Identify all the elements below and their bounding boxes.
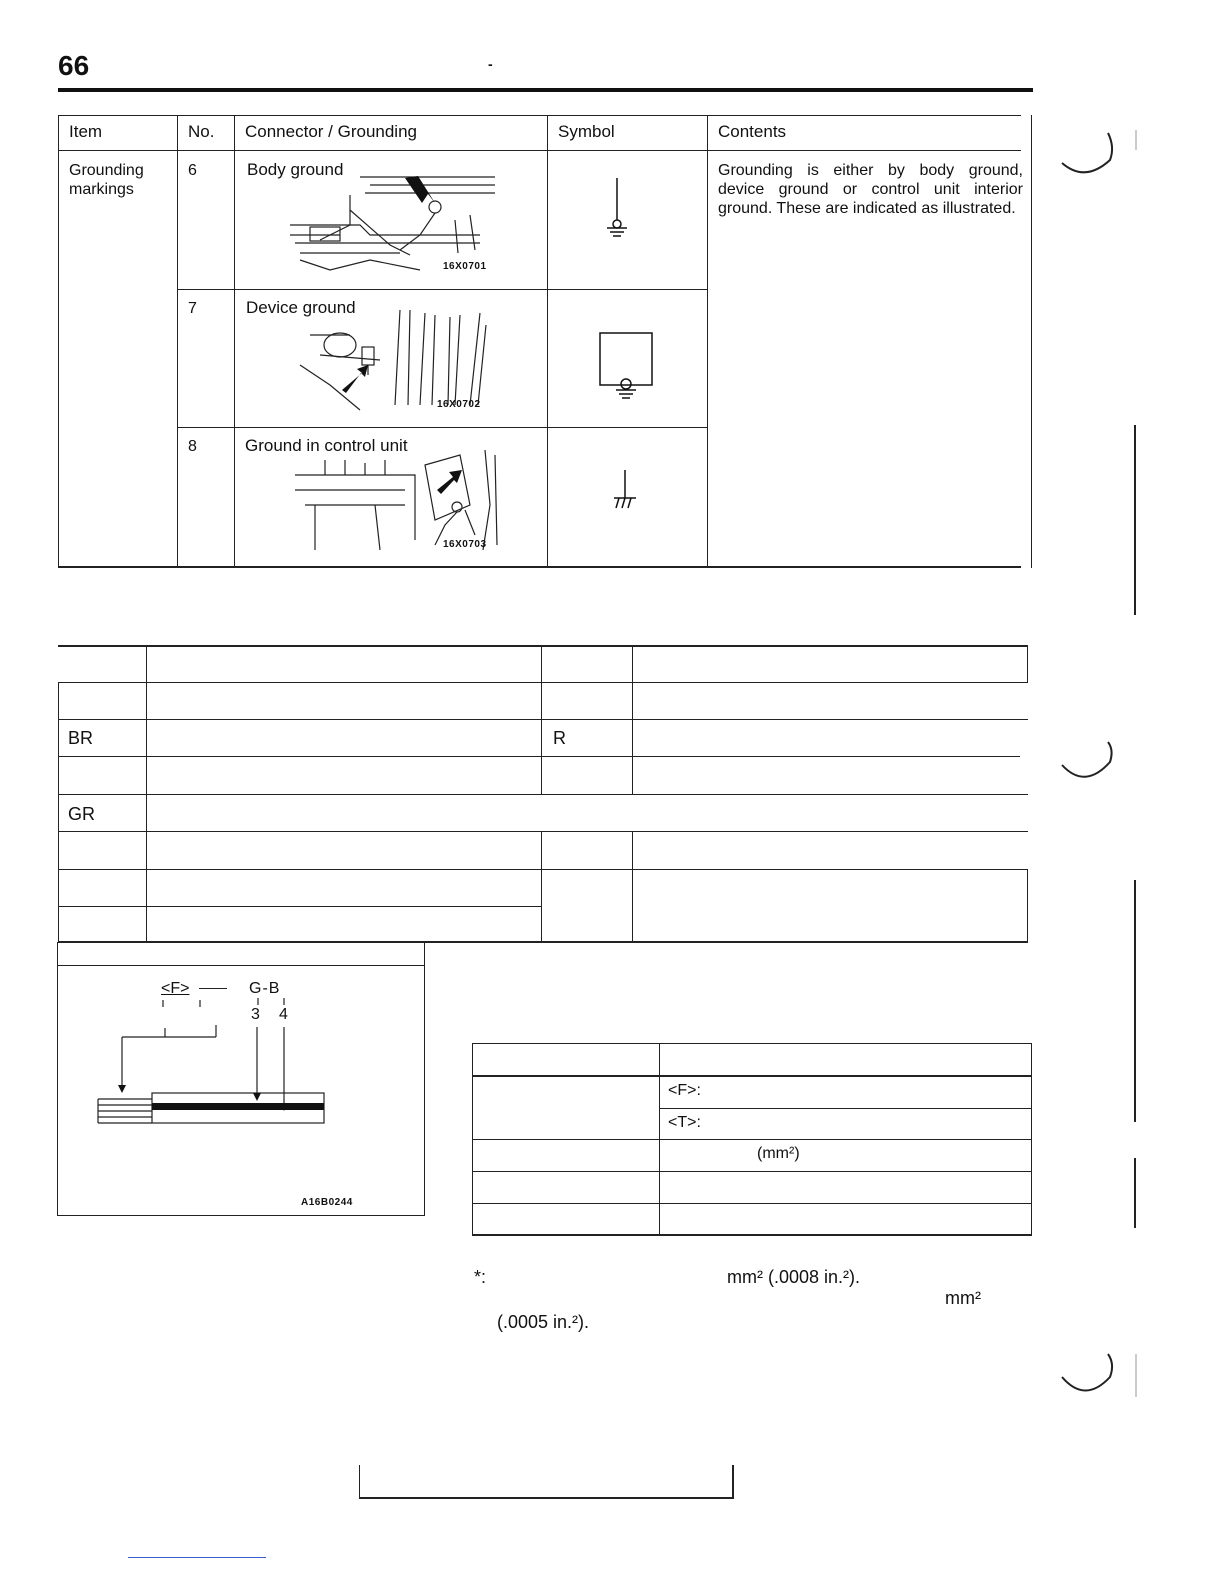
gt-header-item: Item	[69, 122, 103, 141]
ct-border	[58, 682, 1028, 683]
binder-hole-mark-icon	[1060, 740, 1140, 800]
binder-hole-mark-icon	[1060, 125, 1140, 185]
spec-vline	[659, 1043, 660, 1236]
body-ground-symbol-icon	[602, 178, 632, 238]
ct-border	[58, 645, 1028, 647]
bottom-link-underline	[128, 1557, 266, 1558]
ct-border	[58, 719, 1028, 720]
device-ground-symbol-icon	[597, 330, 657, 400]
gt-row-label: Ground in control unit	[245, 436, 408, 455]
gt-header-contents: Contents	[718, 122, 787, 141]
margin-line	[1134, 880, 1136, 1122]
gt-vline	[58, 115, 59, 568]
gt-row-no: 7	[188, 300, 197, 317]
gt-row-border	[177, 289, 707, 290]
gt-header-border	[58, 150, 1021, 151]
gt-row-no: 8	[188, 438, 197, 455]
control-unit-ground-symbol-icon	[610, 470, 640, 510]
ct-vline	[541, 645, 542, 794]
spec-border	[472, 1043, 1032, 1044]
spec-unit: (mm²)	[757, 1145, 800, 1162]
gt-row-label: Body ground	[247, 160, 344, 179]
wire-diagram	[90, 995, 350, 1135]
ct-vline	[58, 682, 59, 942]
gt-bottom-border	[58, 566, 1021, 568]
ct-vline	[1027, 645, 1028, 683]
gt-row-no: 6	[188, 162, 197, 179]
footnote-text-b: mm²	[945, 1288, 981, 1308]
color-code-br: BR	[68, 728, 94, 748]
gt-row-label: Device ground	[246, 298, 356, 317]
gt-item-label: Grounding markings	[69, 162, 144, 198]
color-code-r: R	[553, 728, 566, 748]
spec-border	[472, 1203, 1032, 1204]
color-code-gr: GR	[68, 804, 95, 824]
figure-code: 16X0703	[443, 539, 487, 550]
wire-number-3: 3	[251, 1006, 260, 1023]
gt-vline	[1031, 115, 1032, 568]
footnote-text-c: (.0005 in.²).	[497, 1312, 590, 1332]
wire-f-tag: <F>	[161, 980, 190, 997]
ct-vline	[541, 831, 542, 942]
figure-code: 16X0702	[437, 399, 481, 410]
ct-border	[58, 869, 1028, 870]
gt-contents-text: Grounding is either by body ground, device ground or control unit interior ground. These are indicated as illustrated.	[718, 162, 1023, 217]
body-ground-illustration	[280, 165, 500, 275]
wire-size-blank	[199, 988, 227, 989]
margin-line	[1134, 425, 1136, 615]
bottom-box	[359, 1465, 734, 1499]
gt-header-symbol: Symbol	[558, 122, 615, 141]
ct-vline	[146, 645, 147, 942]
header-dash: -	[488, 56, 493, 72]
spec-vline	[1031, 1043, 1032, 1236]
ct-border	[58, 756, 1020, 757]
gt-vline	[177, 115, 178, 568]
gt-header-no: No.	[188, 122, 215, 141]
footnote-star: *:	[474, 1267, 487, 1287]
spec-border	[472, 1139, 1032, 1140]
spec-f-label: <F>:	[668, 1082, 701, 1099]
wire-color-code: G-B	[249, 980, 281, 997]
gt-header-connector: Connector / Grounding	[245, 122, 417, 141]
gt-vline	[707, 115, 708, 568]
gt-vline	[547, 115, 548, 568]
figure-code: 16X0701	[443, 261, 487, 272]
binder-hole-mark-icon	[1060, 1352, 1140, 1412]
spec-border	[472, 1075, 1032, 1077]
spec-border	[472, 1171, 1032, 1172]
gt-row-border	[177, 427, 707, 428]
spec-border	[659, 1108, 1032, 1109]
wire-figure-header-rule	[58, 965, 424, 966]
ct-border	[58, 794, 1028, 795]
gt-vline	[234, 115, 235, 568]
spec-vline	[472, 1043, 473, 1236]
footnote-text-a: mm² (.0008 in.²).	[727, 1267, 861, 1287]
margin-line	[1134, 1158, 1136, 1228]
ct-border	[58, 906, 541, 907]
gt-top-border	[58, 115, 1021, 116]
ct-vline	[632, 831, 633, 942]
wire-figure-code: A16B0244	[301, 1197, 353, 1208]
spec-t-label: <T>:	[668, 1114, 701, 1131]
wire-number-4: 4	[279, 1006, 288, 1023]
spec-border	[472, 1234, 1032, 1236]
page-number: 66	[58, 50, 90, 81]
ct-vline	[632, 645, 633, 794]
header-rule	[58, 88, 1033, 92]
ct-border	[58, 831, 1028, 832]
ct-vline	[1027, 869, 1028, 942]
